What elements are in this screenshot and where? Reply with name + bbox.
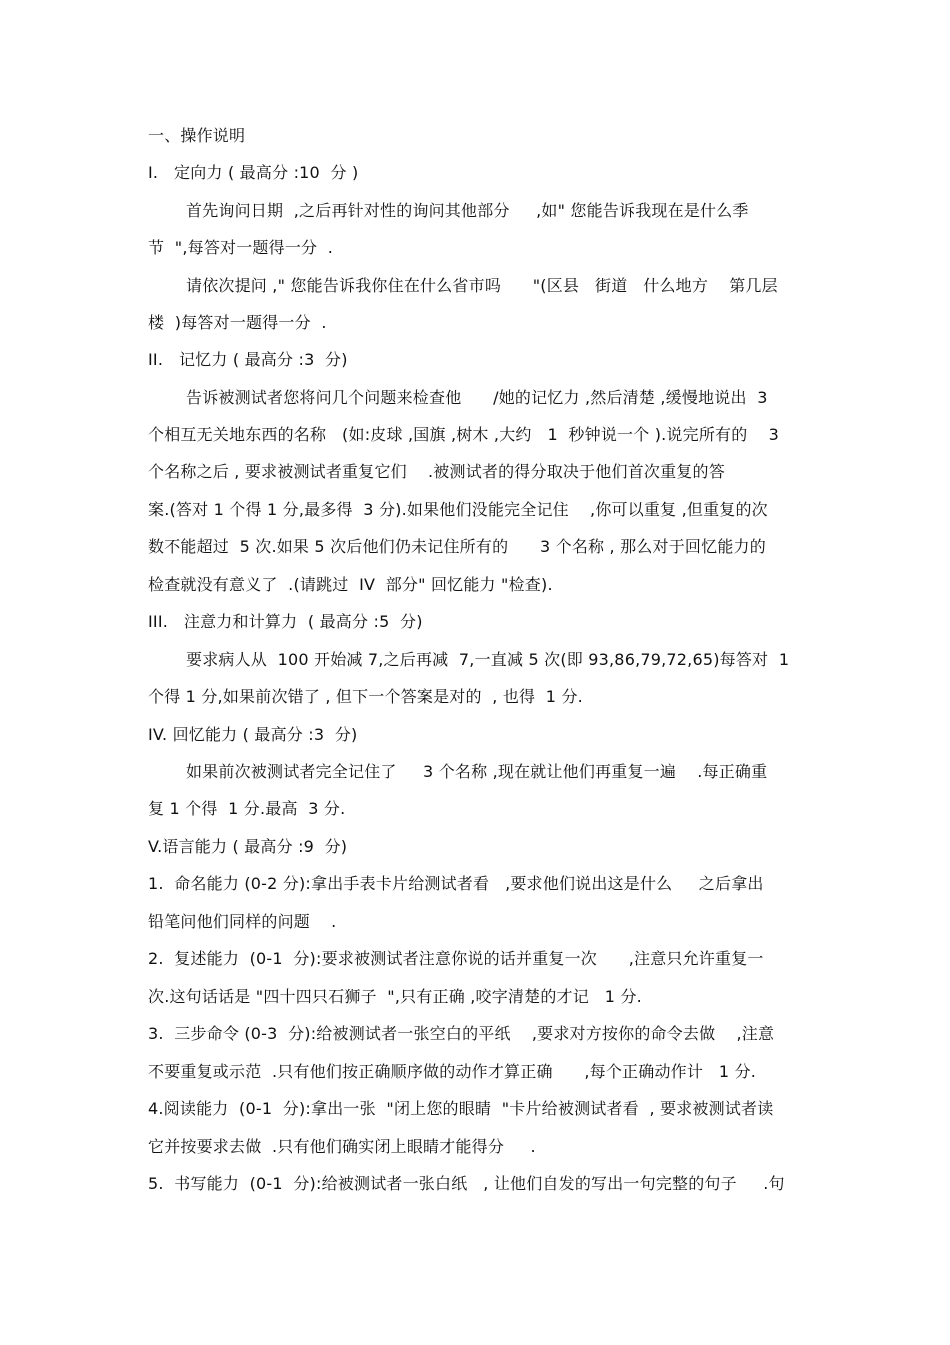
paragraph-line: 告诉被测试者您将问几个问题来检查他 /她的记忆力 ,然后清楚 ,缓慢地说出 3 xyxy=(186,388,768,407)
list-item-naming: 1. 命名能力 (0-2 分):拿出手表卡片给测试者看 ,要求他们说出这是什么 之后拿出 xyxy=(148,874,764,893)
heading-orientation: I. 定向力 ( 最高分 :10 分 ) xyxy=(148,163,359,182)
heading-recall: IV. 回忆能力 ( 最高分 :3 分) xyxy=(148,725,358,744)
list-item-repetition: 2. 复述能力 (0-1 分):要求被测试者注意你说的话并重复一次 ,注意只允许重复一 xyxy=(148,949,764,968)
paragraph-line: 检查就没有意义了 .(请跳过 IV 部分" 回忆能力 "检查). xyxy=(148,575,553,594)
paragraph-line: 首先询问日期 ,之后再针对性的询问其他部分 ,如" 您能告诉我现在是什么季 xyxy=(186,201,749,220)
paragraph-line: 复 1 个得 1 分.最高 3 分. xyxy=(148,799,346,818)
heading-attention: III. 注意力和计算力 ( 最高分 :5 分) xyxy=(148,612,423,631)
paragraph-line: 案.(答对 1 个得 1 分,最多得 3 分).如果他们没能完全记住 ,你可以重复 ,但重复的次 xyxy=(148,500,768,519)
paragraph-line: 楼 )每答对一题得一分 . xyxy=(148,313,327,332)
heading-memory: II. 记忆力 ( 最高分 :3 分) xyxy=(148,350,348,369)
paragraph-line: 节 ",每答对一题得一分 . xyxy=(148,238,334,257)
list-item-three-step-command: 3. 三步命令 (0-3 分):给被测试者一张空白的平纸 ,要求对方按你的命令去做 ,注意 xyxy=(148,1024,775,1043)
paragraph-line: 个得 1 分,如果前次错了 , 但下一个答案是对的 , 也得 1 分. xyxy=(148,687,583,706)
paragraph-line: 次.这句话话是 "四十四只石狮子 ",只有正确 ,咬字清楚的才记 1 分. xyxy=(148,987,642,1006)
paragraph-line: 它并按要求去做 .只有他们确实闭上眼睛才能得分 . xyxy=(148,1137,536,1156)
list-item-writing: 5. 书写能力 (0-1 分):给被测试者一张白纸 , 让他们自发的写出一句完整的句子 .句 xyxy=(148,1174,785,1193)
paragraph-line: 要求病人从 100 开始减 7,之后再减 7,一直减 5 次(即 93,86,79,72,65)每答对 1 xyxy=(186,650,790,669)
paragraph-line: 数不能超过 5 次.如果 5 次后他们仍未记住所有的 3 个名称 , 那么对于回忆能力的 xyxy=(148,537,766,556)
paragraph-line: 请依次提问 ," 您能告诉我你住在什么省市吗 "(区县 街道 什么地方 第几层 xyxy=(186,276,778,295)
heading-language: V.语言能力 ( 最高分 :9 分) xyxy=(148,837,348,856)
section-title: 一、操作说明 xyxy=(148,126,246,145)
paragraph-line: 铅笔问他们同样的问题 . xyxy=(148,912,337,931)
list-item-reading: 4.阅读能力 (0-1 分):拿出一张 "闭上您的眼睛 "卡片给被测试者看 , 要求被测试者读 xyxy=(148,1099,774,1118)
paragraph-line: 个相互无关地东西的名称 (如:皮球 ,国旗 ,树木 ,大约 1 秒钟说一个 ).说完所有的 3 xyxy=(148,425,779,444)
paragraph-line: 如果前次被测试者完全记住了 3 个名称 ,现在就让他们再重复一遍 .每正确重 xyxy=(186,762,768,781)
paragraph-line: 不要重复或示范 .只有他们按正确顺序做的动作才算正确 ,每个正确动作计 1 分. xyxy=(148,1062,757,1081)
paragraph-line: 个名称之后 , 要求被测试者重复它们 .被测试者的得分取决于他们首次重复的答 xyxy=(148,462,725,481)
